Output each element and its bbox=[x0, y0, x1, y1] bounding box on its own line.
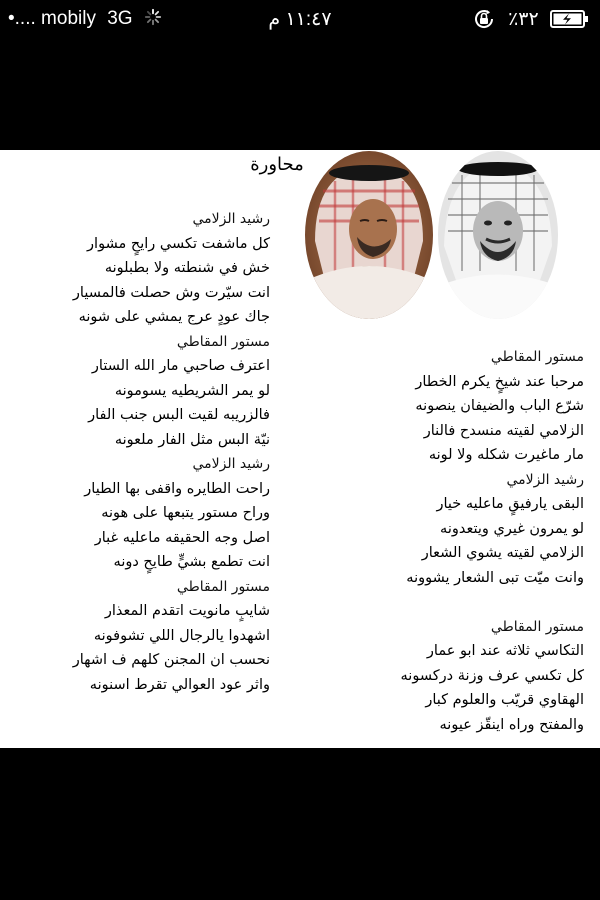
verse-line: التكاسي ثلاثه عند ابو عمار bbox=[426, 643, 584, 659]
bottom-black-area bbox=[0, 748, 600, 900]
verse-line: لو يمر الشريطيه يسومونه bbox=[114, 382, 270, 399]
verse-line: مرحبا عند شيخٍ يكرم الخطار bbox=[415, 373, 584, 390]
portrait-elder bbox=[305, 151, 433, 319]
verse-line: نيّة البس مثل الفار ملعونه bbox=[114, 431, 270, 448]
poem-title: محاورة bbox=[250, 154, 304, 175]
verse-line: البقى يارفيقٍ ماعليه خيار bbox=[436, 496, 584, 512]
verse-line: كل ماشفت تكسي رايحٍ مشوار bbox=[87, 235, 270, 252]
verse-line: لو يمرون غيري ويتعدونه bbox=[440, 520, 584, 537]
poem-column-right bbox=[324, 345, 584, 737]
verse-line: نحسب ان المجنن كلهم ف اشهار bbox=[72, 652, 270, 668]
verse-line: مار ماغيرت شكله ولا لونه bbox=[428, 447, 584, 463]
carrier-label: •.... mobily bbox=[8, 8, 96, 29]
speaker-name: مستور المقاطي bbox=[490, 618, 584, 635]
portrait-younger bbox=[438, 151, 558, 319]
network-label: 3G bbox=[107, 8, 133, 29]
verse-line: الزلامي لقيته منسدح فالنار bbox=[423, 422, 584, 439]
verse-line: والمفتح وراه اينقّز عيونه bbox=[439, 716, 584, 733]
speaker-name: مستور المقاطي bbox=[176, 333, 270, 350]
verse-line: اشهدوا يالرجال اللي تشوفونه bbox=[93, 627, 270, 644]
status-right bbox=[465, 6, 590, 32]
verse-line: وانت ميّت تبى الشعار يشوونه bbox=[406, 569, 584, 586]
speaker-name: مستور المقاطي bbox=[176, 578, 270, 595]
verse-line: اعترف صاحبي مار الله الستار bbox=[91, 358, 270, 374]
verse-line: الزلامي لقيته يشوي الشعار bbox=[421, 545, 584, 561]
verse-line: شرّع الباب والضيفان ينصونه bbox=[415, 398, 584, 414]
verse-line: شايبٍ مانويت اتقدم المعذار bbox=[104, 603, 270, 619]
status-bar bbox=[0, 0, 600, 40]
poem-column-left bbox=[0, 207, 270, 697]
verse-line: الهقاوي قريّب والعلوم كبار bbox=[425, 692, 584, 708]
verse-line: فالزريبه لقيت البس جنب الفار bbox=[88, 407, 270, 423]
battery-charging-icon bbox=[550, 9, 590, 29]
clock: ١١:٤٧ م bbox=[268, 9, 332, 30]
verse-line: انت تطمع بشيٍّ طايحٍ دونه bbox=[113, 554, 270, 570]
battery-percent: ٪٣٢ bbox=[508, 8, 539, 30]
verse-line: انت سيّرت وش حصلت فالمسيار bbox=[72, 284, 270, 301]
rotation-lock-icon bbox=[471, 6, 497, 32]
verse-line: اصل وجه الحقيقه ماعليه غبار bbox=[94, 529, 270, 546]
poem-image bbox=[0, 150, 600, 748]
speaker-name: رشيد الزلامي bbox=[192, 456, 270, 472]
stanza-gap bbox=[324, 590, 584, 615]
verse-line: راحت الطايره واقفى بها الطيار bbox=[84, 480, 270, 497]
speaker-name: مستور المقاطي bbox=[490, 349, 584, 365]
speaker-name: رشيد الزلامي bbox=[192, 211, 270, 227]
verse-line: كل تكسي عرف وزنة دركسونه bbox=[400, 667, 584, 684]
speaker-name: رشيد الزلامي bbox=[506, 471, 584, 488]
verse-line: خش في شنطته ولا بطبلونه bbox=[104, 260, 270, 276]
verse-line: وراح مستور يتبعها على هونه bbox=[101, 505, 270, 521]
verse-line: واثر عود العوالي تقرط اسنونه bbox=[89, 676, 270, 693]
verse-line: جاك عودٍ عرج يمشي على شونه bbox=[78, 309, 270, 325]
